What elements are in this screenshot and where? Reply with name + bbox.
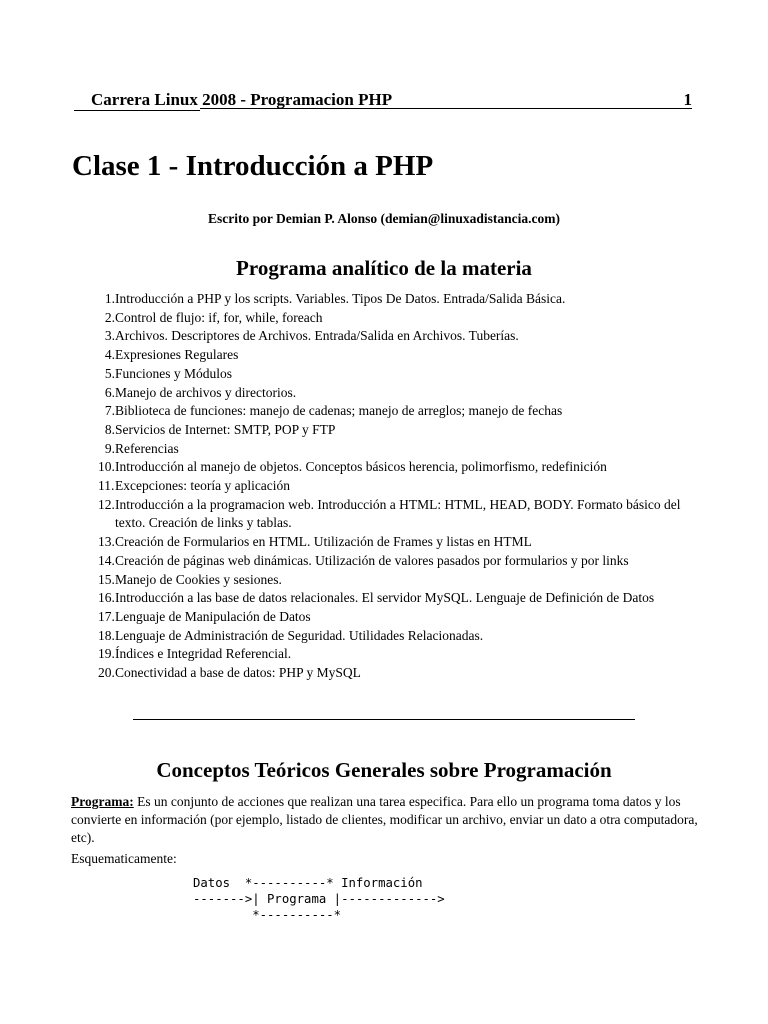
syllabus-item-number: 4. [104,347,115,363]
syllabus-item-text: Control de flujo: if, for, while, foreach [115,309,323,325]
syllabus-item [80,589,700,608]
syllabus-item [80,309,700,328]
syllabus-item-text: Introducción a PHP y los scripts. Variables. Tipos De Datos. Entrada/Salida Básica. [115,291,566,306]
schema-line: Datos *----------* Información [193,876,423,890]
syllabus-item [80,365,700,384]
syllabus-item-text: Manejo de archivos y directorios. [115,384,297,400]
syllabus-item [80,571,700,590]
concepts-heading: Conceptos Teóricos Generales sobre Programación [156,758,612,782]
syllabus-heading: Programa analítico de la materia [236,256,532,280]
syllabus-item-text: Biblioteca de funciones: manejo de cadenas; manejo de arreglos; manejo de fechas [115,403,563,419]
syllabus-item [80,327,700,346]
term-label: Programa: [71,794,134,809]
definition-text: Es un conjunto de acciones que realizan una tarea especifica. Para ello un programa toma datos y los convierte en información (por ejemplo, listado de clientes, modificar un archivo, enviar un dato a otra computadora, etc). [71,794,698,846]
schema-line: *----------* [193,908,342,923]
running-header [74,89,692,111]
syllabus-item-number: 18. [98,627,115,643]
syllabus-item [80,664,700,683]
syllabus-item-number: 8. [104,421,115,437]
document-title: Clase 1 - Introducción a PHP [72,150,434,182]
syllabus-item-number: 1. [104,291,115,306]
schema-line: ------->| Programa |-------------> [193,892,445,907]
syllabus-item-number: 7. [104,403,115,419]
syllabus-item-text: Lenguaje de Manipulación de Datos [115,608,311,624]
header-title: Carrera Linux 2008 - Programacion PHP [91,90,393,109]
syllabus-item-number: 3. [104,328,115,344]
syllabus-item-text: Servicios de Internet: SMTP, POP y FTP [115,421,336,437]
syllabus-item-text: Creación de páginas web dinámicas. Utilización de valores pasados por formularios y por links [115,552,629,568]
section-divider [133,719,635,720]
syllabus-item-number: 20. [98,665,115,681]
syllabus-item-text: Conectividad a base de datos: PHP y MySQL [115,665,361,681]
syllabus-item [80,402,700,421]
syllabus-item [80,440,700,459]
syllabus-item-number: 17. [98,608,115,624]
syllabus-item-text: Introducción a la programacion web. Introducción a HTML: HTML, HEAD, BODY. Formato básico del texto. Creación de links y tablas. [115,496,681,531]
syllabus-item [80,608,700,627]
syllabus-item-number: 11. [98,478,115,494]
syllabus-item [80,421,700,440]
header-rule [200,108,692,109]
syllabus-item [80,645,700,664]
syllabus-item-text: Introducción a las base de datos relacionales. El servidor MySQL. Lenguaje de Definición de Datos [115,590,655,606]
author-byline: Escrito por Demian P. Alonso (demian@linuxadistancia.com) [208,211,560,226]
syllabus-item-text: Introducción al manejo de objetos. Conceptos básicos herencia, polimorfismo, redefinición [115,459,607,475]
syllabus-item-text: Expresiones Regulares [115,347,239,363]
syllabus-item [80,552,700,571]
program-schema [193,875,445,924]
syllabus-item-text: Archivos. Descriptores de Archivos. Entrada/Salida en Archivos. Tuberías. [115,328,519,344]
syllabus-item-text: Índices e Integridad Referencial. [115,646,292,662]
syllabus-item-number: 19. [98,646,115,662]
syllabus-list [80,290,700,683]
syllabus-item [80,477,700,496]
syllabus-item-number: 12. [98,496,115,512]
syllabus-item-number: 14. [98,552,115,568]
syllabus-item-number: 15. [98,571,115,587]
program-definition [71,793,701,848]
header-rule [74,110,200,111]
syllabus-item [80,290,700,309]
syllabus-item [80,496,700,533]
syllabus-item-number: 9. [104,440,115,456]
syllabus-item-number: 6. [104,384,115,400]
syllabus-item-text: Referencias [115,440,179,456]
syllabus-item-number: 5. [104,365,115,381]
syllabus-item-number: 16. [98,590,115,606]
syllabus-item [80,627,700,646]
syllabus-item [80,458,700,477]
syllabus-item [80,533,700,552]
syllabus-item-text: Creación de Formularios en HTML. Utilización de Frames y listas en HTML [115,534,532,550]
syllabus-item-text: Lenguaje de Administración de Seguridad. Utilidades Relacionadas. [115,627,484,643]
syllabus-item-number: 10. [98,459,115,475]
syllabus-item-text: Funciones y Módulos [115,365,233,381]
schema-label: Esquematicamente: [71,851,177,866]
syllabus-item [80,384,700,403]
syllabus-item [80,346,700,365]
syllabus-item-text: Excepciones: teoría y aplicación [115,478,291,494]
syllabus-item-text: Manejo de Cookies y sesiones. [115,571,282,587]
page-number: 1 [683,90,692,109]
syllabus-item-number: 2. [104,309,115,325]
syllabus-item-number: 13. [98,534,115,550]
